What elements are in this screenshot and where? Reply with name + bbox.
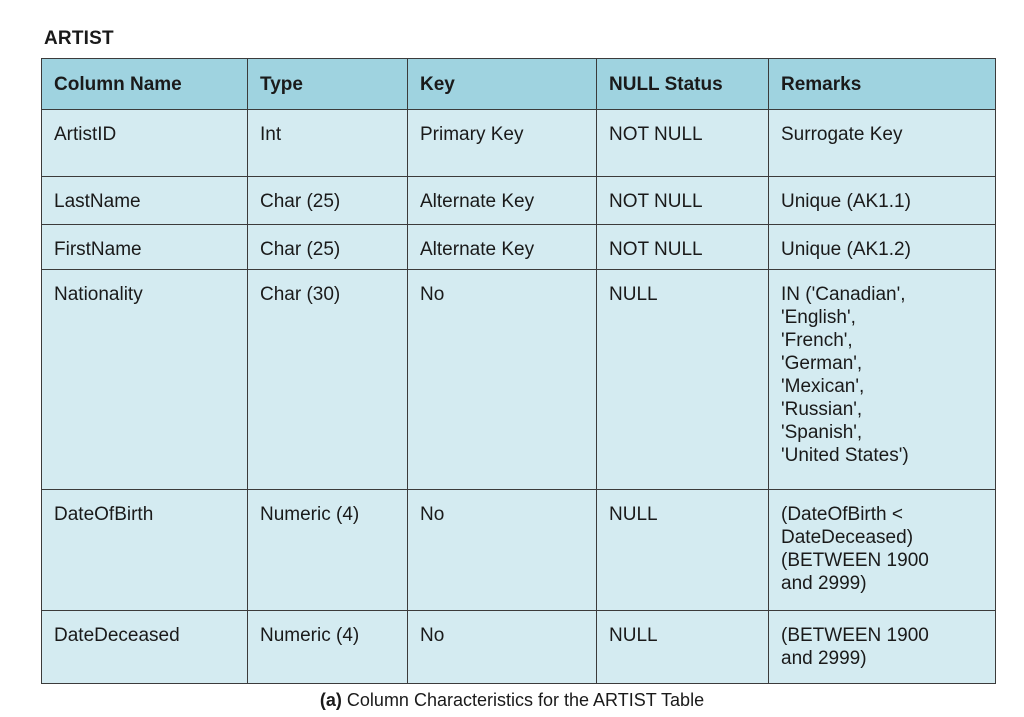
remark-line: (BETWEEN 1900 bbox=[781, 550, 929, 571]
table-row bbox=[42, 270, 996, 490]
table-row bbox=[42, 225, 996, 270]
cell-column-name: DateOfBirth bbox=[42, 490, 248, 611]
remark-line: DateDeceased) bbox=[781, 527, 914, 548]
table-row bbox=[42, 177, 996, 225]
header-column-name: Column Name bbox=[42, 59, 248, 110]
cell-key: Alternate Key bbox=[408, 225, 597, 270]
cell-column-name: FirstName bbox=[42, 225, 248, 270]
header-type: Type bbox=[248, 59, 408, 110]
cell-column-name: DateDeceased bbox=[42, 611, 248, 684]
table-title: ARTIST bbox=[44, 28, 114, 49]
cell-remarks bbox=[769, 270, 996, 490]
table-row bbox=[42, 490, 996, 611]
cell-remarks bbox=[769, 110, 996, 177]
header-null-status: NULL Status bbox=[597, 59, 769, 110]
remark-line: Unique (AK1.2) bbox=[781, 239, 911, 260]
cell-null-status: NOT NULL bbox=[597, 110, 769, 177]
header-key: Key bbox=[408, 59, 597, 110]
cell-key: Primary Key bbox=[408, 110, 597, 177]
cell-key: No bbox=[408, 490, 597, 611]
cell-null-status: NULL bbox=[597, 270, 769, 490]
cell-column-name: Nationality bbox=[42, 270, 248, 490]
figure-caption bbox=[0, 690, 1024, 711]
cell-null-status: NULL bbox=[597, 611, 769, 684]
remark-line: Surrogate Key bbox=[781, 124, 903, 145]
cell-type: Char (25) bbox=[248, 225, 408, 270]
header-remarks: Remarks bbox=[769, 59, 996, 110]
remark-line: and 2999) bbox=[781, 648, 867, 669]
cell-key: No bbox=[408, 611, 597, 684]
cell-remarks bbox=[769, 225, 996, 270]
cell-null-status: NULL bbox=[597, 490, 769, 611]
remark-line: (DateOfBirth < bbox=[781, 504, 903, 525]
remark-line: (BETWEEN 1900 bbox=[781, 625, 929, 646]
caption-label: (a) bbox=[319, 690, 342, 710]
header-row bbox=[42, 59, 996, 110]
remark-line: IN ('Canadian', bbox=[781, 284, 906, 305]
cell-type: Char (30) bbox=[248, 270, 408, 490]
cell-remarks bbox=[769, 611, 996, 684]
remark-line: 'German', bbox=[781, 353, 863, 374]
remark-line: 'United States') bbox=[781, 445, 909, 466]
remark-line: 'English', bbox=[781, 307, 856, 328]
remark-line: 'French', bbox=[781, 330, 853, 351]
table-row bbox=[42, 611, 996, 684]
remark-line: 'Spanish', bbox=[781, 422, 863, 443]
table-row bbox=[42, 110, 996, 177]
cell-type: Int bbox=[248, 110, 408, 177]
cell-type: Numeric (4) bbox=[248, 490, 408, 611]
cell-key: No bbox=[408, 270, 597, 490]
remark-line: and 2999) bbox=[781, 573, 867, 594]
caption-text: Column Characteristics for the ARTIST Table bbox=[346, 690, 705, 710]
column-characteristics-table bbox=[41, 58, 996, 684]
remark-line: 'Mexican', bbox=[781, 376, 865, 397]
cell-type: Numeric (4) bbox=[248, 611, 408, 684]
remark-line: Unique (AK1.1) bbox=[781, 191, 911, 212]
cell-key: Alternate Key bbox=[408, 177, 597, 225]
cell-type: Char (25) bbox=[248, 177, 408, 225]
cell-null-status: NOT NULL bbox=[597, 177, 769, 225]
cell-column-name: LastName bbox=[42, 177, 248, 225]
cell-remarks bbox=[769, 177, 996, 225]
cell-column-name: ArtistID bbox=[42, 110, 248, 177]
cell-null-status: NOT NULL bbox=[597, 225, 769, 270]
remark-line: 'Russian', bbox=[781, 399, 863, 420]
cell-remarks bbox=[769, 490, 996, 611]
